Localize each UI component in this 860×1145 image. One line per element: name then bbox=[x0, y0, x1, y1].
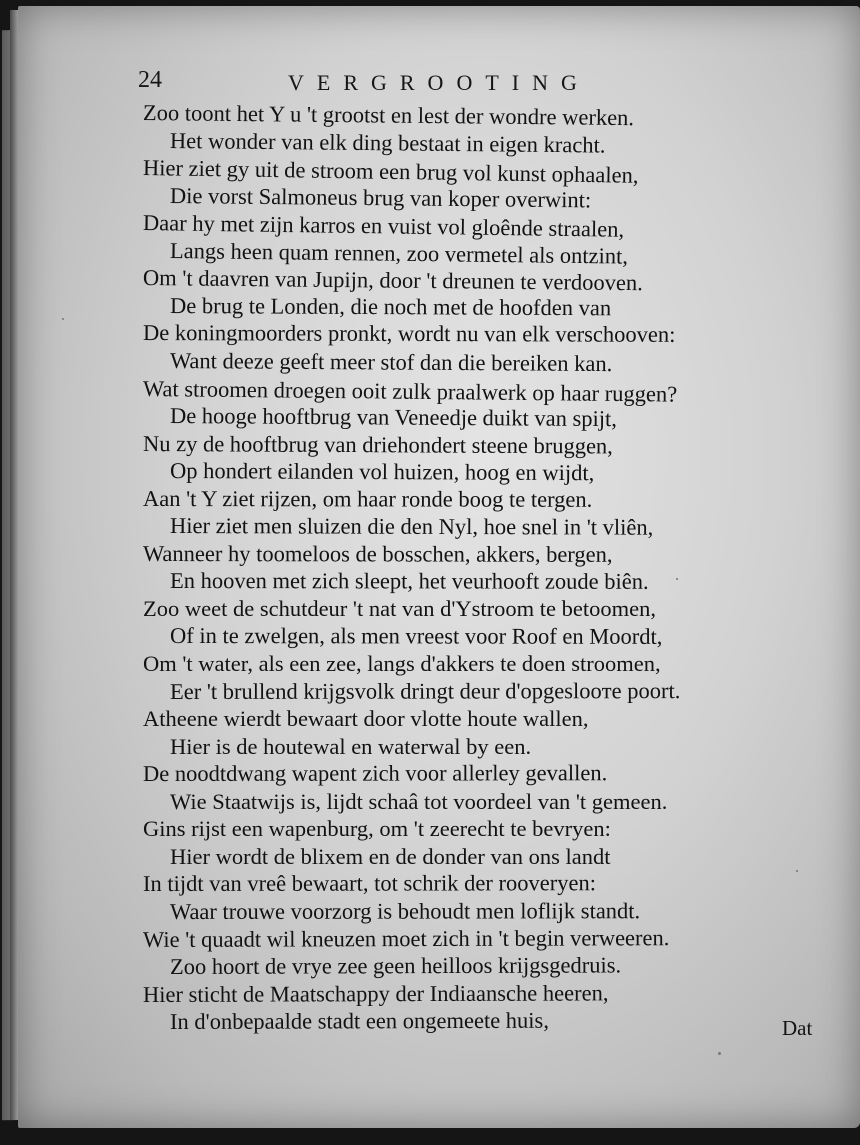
poem-line: De noodtdwang wapent zich voor allerley gevallen. bbox=[142, 760, 608, 787]
poem-line: Zoo toont het Y u 't grootst en lest der wondre werken. bbox=[142, 100, 635, 131]
poem-line: Om 't water, als een zee, langs d'akkers te doen stroomen, bbox=[143, 651, 661, 676]
poem-line: Langs heen quam rennen, zoo vermetel als ontzint, bbox=[169, 237, 629, 269]
poem-line: De brug te Londen, die noch met de hoofden van bbox=[169, 292, 612, 321]
poem-line: Zoo weet de schutdeur 't nat van d'Ystroom te betoomen, bbox=[143, 595, 656, 621]
poem-line: Hier ziet men sluizen die den Nyl, hoe snel in 't vliên, bbox=[169, 513, 654, 540]
poem-line: Hier wordt de blixem en de donder van ons landt bbox=[170, 843, 611, 869]
poem-line: Eer 't brullend krijgsvolk dringt deur d'opgeslooте poort. bbox=[169, 677, 681, 704]
poem-line: Hier is de houtewal en waterwal by een. bbox=[170, 733, 532, 759]
poem-line: Zoo hoort de vrye zee geen heilloos krijgsgedruis. bbox=[169, 952, 622, 980]
poem-line: Waar trouwe voorzorg is behoudt men loflijk standt. bbox=[169, 898, 641, 924]
poem-line: Gins rijst een wapenburg, om 't zeerecht te bevryen: bbox=[143, 816, 611, 842]
poem-line: In tijdt van vreê bewaart, tot schrik der rooveryen: bbox=[142, 870, 596, 897]
page-stack-edge bbox=[10, 10, 18, 1120]
poem-line: Wie Staatwijs is, lijdt schaâ tot voordeel van 't gemeen. bbox=[170, 788, 668, 814]
poem-line: Op hondert eilanden vol huizen, hoog en wijdt, bbox=[169, 458, 595, 486]
poem-line: Wat stroomen droegen ooit zulk praalwerk op haar ruggen? bbox=[142, 375, 678, 407]
poem-line: Hier sticht de Maatschappy der Indiaansche heeren, bbox=[142, 979, 609, 1007]
poem-line: Want deeze geeft meer stof dan die bereiken kan. bbox=[169, 347, 613, 377]
poem-line: Wie 't quaadt wil kneuzen moet zich in 't begin verweeren. bbox=[142, 924, 670, 952]
poem-line: Daar hy met zijn karros en vuist vol gloênde straalen, bbox=[142, 210, 625, 242]
poem-line: Wanneer hy toomeloos de bosschen, akkers, bergen, bbox=[142, 540, 613, 567]
poem-line: Om 't daavren van Jupijn, door 't dreunen te verdooven. bbox=[142, 265, 643, 296]
poem-line: Atheene wierdt bewaart door vlotte houte wallen, bbox=[143, 706, 589, 732]
page-number: 24 bbox=[138, 67, 162, 93]
poem-line: Hier ziet gy uit de stroom een brug vol kunst ophaalen, bbox=[142, 155, 639, 188]
poem-line: En hooven met zich sleept, het veurhooft zoude biên. bbox=[169, 568, 649, 595]
poem-line: Aan 't Y ziet rijzen, om haar ronde boog te tergen. bbox=[142, 485, 593, 512]
running-head: VERGROOTING bbox=[288, 70, 590, 95]
poem-line: Nu zy de hooftbrug van driehondert steene bruggen, bbox=[142, 430, 613, 459]
poem-line: Die vorst Salmoneus brug van koper overwint: bbox=[169, 182, 592, 213]
poem-line: De hooge hooftbrug van Veneedje duikt van spijt, bbox=[169, 403, 618, 432]
poem-line: Of in te zwelgen, als men vreest voor Roof en Moordt, bbox=[169, 623, 663, 650]
poem-line: In d'onbepaalde stadt een ongemeete huis, bbox=[169, 1007, 549, 1035]
catchword: Dat bbox=[782, 1016, 813, 1040]
poem-line: Het wonder van elk ding bestaat in eigen kracht. bbox=[169, 127, 606, 158]
poem-line: De koningmoorders pronkt, wordt nu van elk verschooven: bbox=[142, 320, 676, 348]
